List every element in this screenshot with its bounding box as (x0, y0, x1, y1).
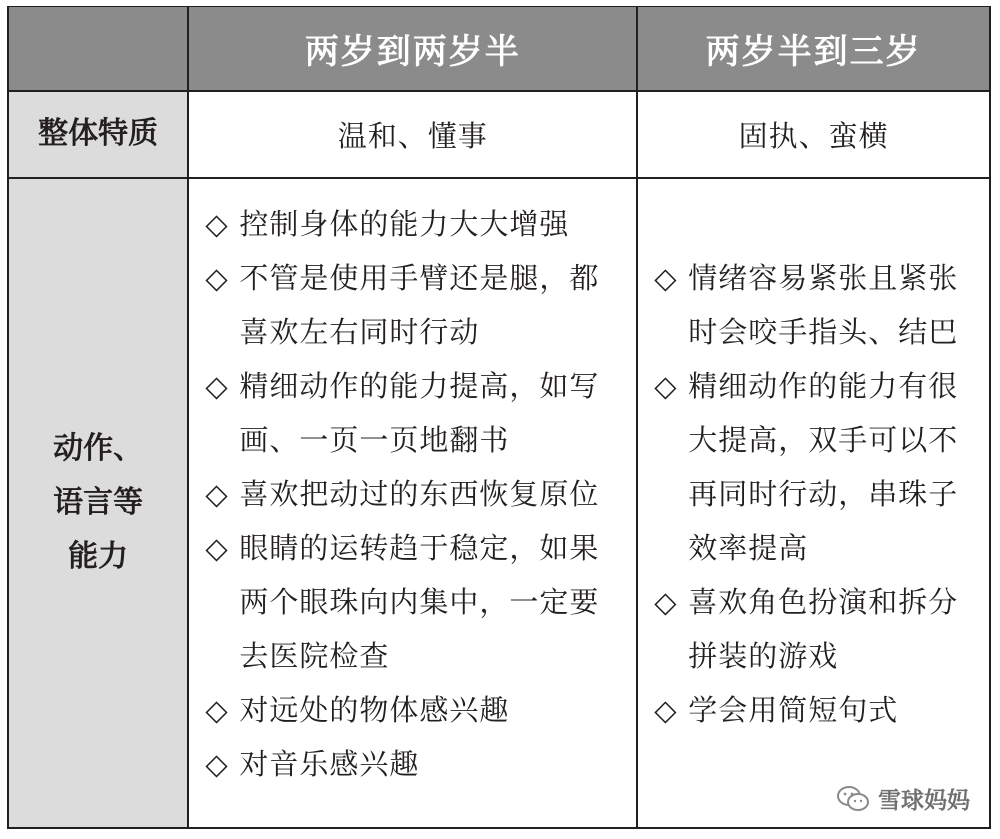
ability-age-2-to-2.5 (188, 178, 637, 828)
watermark-text: 雪球妈妈 (878, 788, 970, 814)
diamond-bullet-icon: ◇ (205, 746, 229, 781)
list-item (654, 251, 981, 359)
list-item-text: 对远处的物体感兴趣 (239, 692, 510, 727)
diamond-bullet-icon: ◇ (654, 692, 678, 727)
ability-label (8, 178, 188, 828)
diamond-bullet-icon: ◇ (654, 584, 678, 619)
ability-label-line: 动作、 (53, 430, 144, 466)
diamond-bullet-icon: ◇ (205, 206, 229, 241)
list-item (654, 359, 981, 575)
comparison-table (7, 6, 991, 829)
watermark (836, 782, 970, 815)
ability-row (8, 178, 990, 828)
diamond-bullet-icon: ◇ (205, 530, 229, 565)
overall-label: 整体特质 (8, 91, 188, 178)
list-item (654, 575, 981, 683)
list-item-text: 对音乐感兴趣 (239, 746, 420, 781)
ability-list-a (205, 197, 628, 791)
list-item (205, 197, 628, 251)
diamond-bullet-icon: ◇ (205, 260, 229, 295)
list-item-text: 精细动作的能力有很大提高，双手可以不再同时行动，串珠子效率提高 (688, 368, 959, 565)
list-item (205, 467, 628, 521)
list-item-text: 情绪容易紧张且紧张时会咬手指头、结巴 (688, 260, 959, 349)
list-item-text: 不管是使用手臂还是腿，都喜欢左右同时行动 (239, 260, 600, 349)
diamond-bullet-icon: ◇ (654, 260, 678, 295)
list-item-text: 喜欢把动过的东西恢复原位 (239, 476, 600, 511)
list-item (205, 683, 628, 737)
list-item-text: 控制身体的能力大大增强 (239, 206, 570, 241)
ability-label-line: 语言等 (53, 484, 144, 520)
overall-age-2.5-to-3: 固执、蛮横 (637, 91, 990, 178)
list-item (205, 521, 628, 683)
header-row (8, 7, 990, 91)
list-item (205, 251, 628, 359)
ability-age-2.5-to-3 (637, 178, 990, 828)
wechat-icon (836, 785, 870, 813)
diamond-bullet-icon: ◇ (654, 368, 678, 403)
list-item (205, 359, 628, 467)
diamond-bullet-icon: ◇ (205, 692, 229, 727)
list-item (654, 683, 981, 737)
ability-list-b (654, 251, 981, 737)
list-item-text: 精细动作的能力提高，如写画、一页一页地翻书 (239, 368, 600, 457)
overall-age-2-to-2.5: 温和、懂事 (188, 91, 637, 178)
list-item-text: 学会用简短句式 (688, 692, 899, 727)
list-item-text: 喜欢角色扮演和拆分拼装的游戏 (688, 584, 959, 673)
diamond-bullet-icon: ◇ (205, 476, 229, 511)
header-corner-cell (8, 7, 188, 91)
list-item-text: 眼睛的运转趋于稳定，如果两个眼珠向内集中，一定要去医院检查 (239, 530, 600, 673)
header-age-2.5-to-3: 两岁半到三岁 (637, 7, 990, 91)
ability-label-line: 能力 (68, 538, 129, 574)
list-item (205, 737, 628, 791)
diamond-bullet-icon: ◇ (205, 368, 229, 403)
overall-row (8, 91, 990, 178)
header-age-2-to-2.5: 两岁到两岁半 (188, 7, 637, 91)
